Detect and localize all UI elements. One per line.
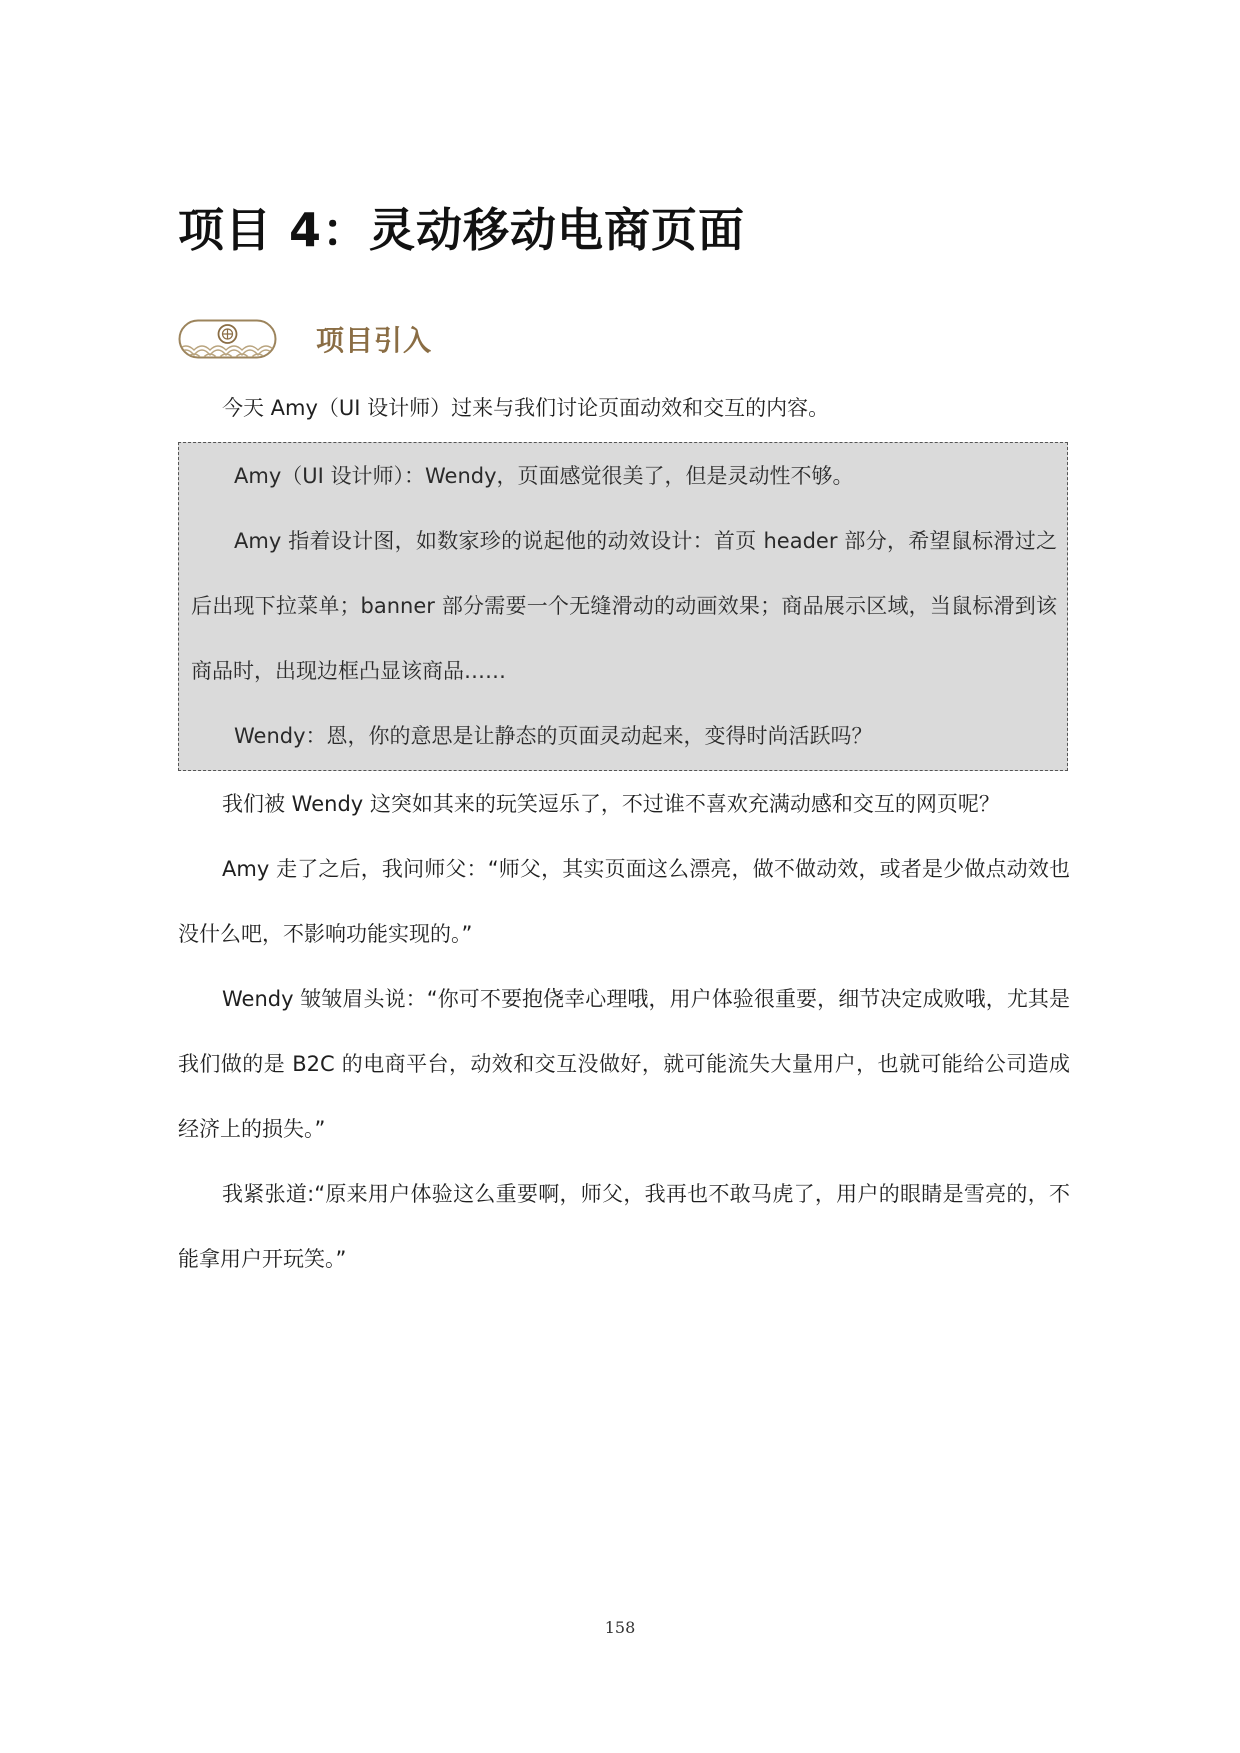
dialogue-paragraph: Amy 指着设计图，如数家珍的说起他的动效设计：首页 header 部分，希望鼠标滑过之后出现下拉菜单；banner 部分需要一个无缝滑动的动画效果；商品展示区域，当鼠标滑到该商品时，出现边框凸显该商品…… — [191, 529, 1057, 683]
dialogue-paragraph: Wendy：恩，你的意思是让静态的页面灵动起来，变得时尚活跃吗？ — [234, 724, 873, 748]
page-number: 158 — [604, 1618, 636, 1637]
intro-paragraph: 今天 Amy（UI 设计师）过来与我们讨论页面动效和交互的内容。 — [222, 396, 830, 420]
body-paragraph: Amy 走了之后，我问师父：“师父，其实页面这么漂亮，做不做动效，或者是少做点动效也没什么吧，不影响功能实现的。” — [178, 857, 1070, 946]
dialogue-box — [178, 442, 1068, 771]
page-title: 项目 4：灵动移动电商页面 — [178, 203, 746, 257]
body-paragraph: 我紧张道:“原来用户体验这么重要啊，师父，我再也不敢马虎了，用户的眼睛是雪亮的，不能拿用户开玩笑。” — [178, 1182, 1070, 1271]
section-header — [178, 318, 432, 360]
dialogue-paragraph: Amy（UI 设计师）：Wendy，页面感觉很美了，但是灵动性不够。 — [234, 464, 854, 488]
body-paragraph: Wendy 皱皱眉头说：“你可不要抱侥幸心理哦，用户体验很重要，细节决定成败哦，尤其是我们做的是 B2C 的电商平台，动效和交互没做好，就可能流失大量用户，也就可能给公司造成经济上的损失。” — [178, 987, 1070, 1141]
body-paragraph: 我们被 Wendy 这突如其来的玩笑逗乐了，不过谁不喜欢充满动感和交互的网页呢？ — [222, 792, 1000, 816]
section-title: 项目引入 — [316, 324, 433, 357]
wave-medallion-icon — [178, 319, 277, 359]
